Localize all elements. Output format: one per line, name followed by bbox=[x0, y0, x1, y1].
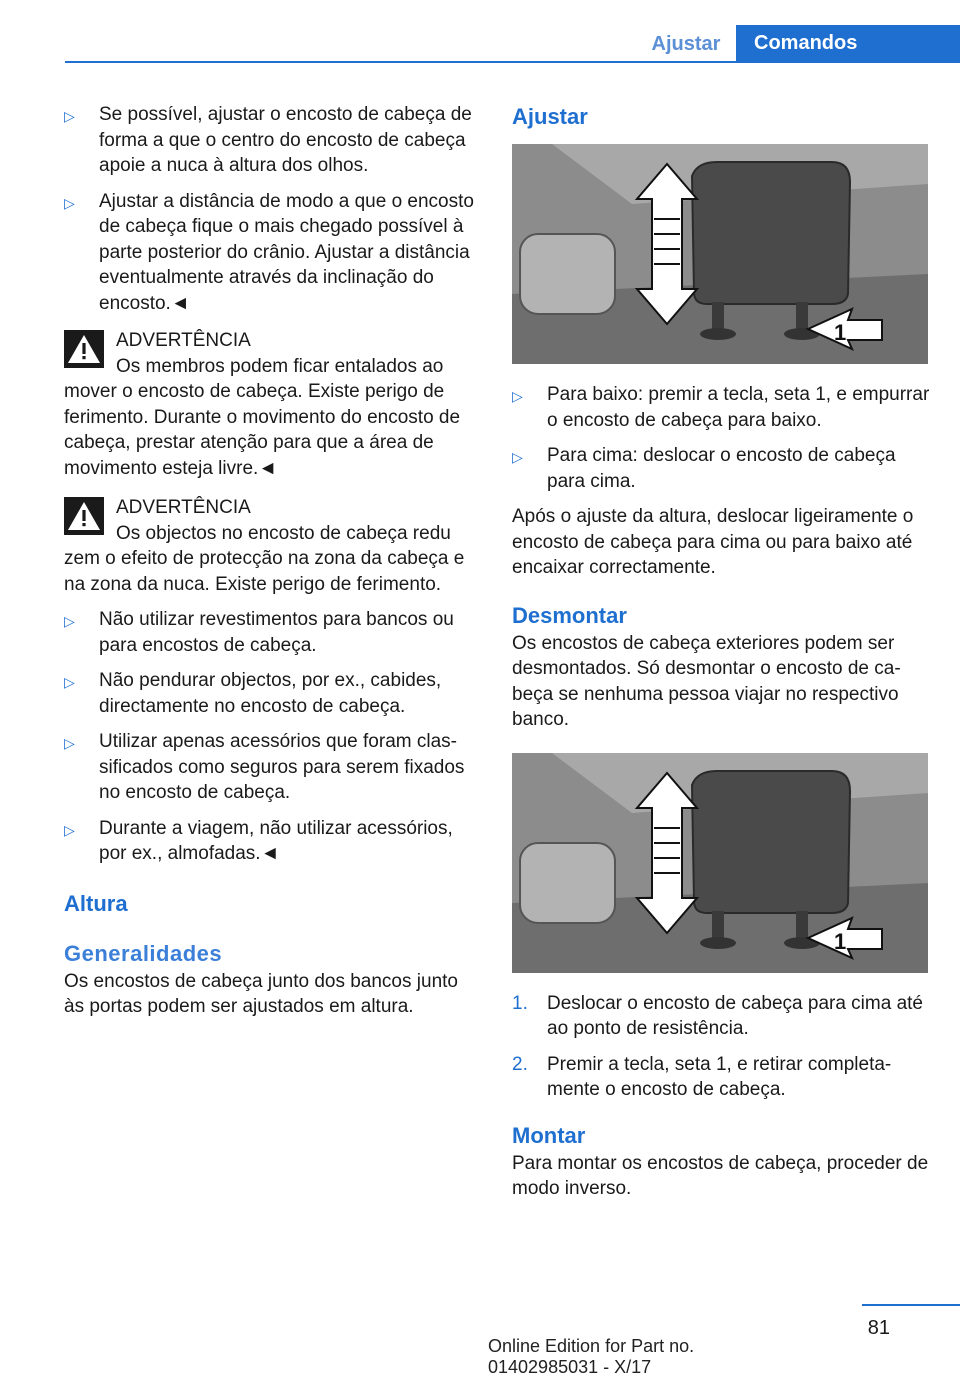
list-item bbox=[512, 382, 932, 433]
arrow-label: 1 bbox=[834, 320, 847, 345]
list-item-text: Durante a viagem, não utilizar acessórios, por ex., almofadas.◄ bbox=[99, 817, 453, 864]
list-item-text: Se possível, ajustar o encosto de cabeça de forma a que o centro do encosto de cabeça apoie a nuca à altura dos olhos. bbox=[99, 104, 472, 176]
generalidades-text: Os encostos de cabeça junto dos bancos junto às portas podem ser ajustados em altura. bbox=[64, 970, 458, 1017]
list-item bbox=[64, 729, 482, 806]
footer-edition: Online Edition for Part no. 01402985031 - X/17 bbox=[488, 1336, 695, 1377]
header-rule bbox=[65, 61, 960, 63]
triangle-bullet-icon: ▷ bbox=[512, 388, 523, 404]
headrest-removal-illustration-drawing bbox=[512, 753, 928, 973]
warning-title: ADVERTÊNCIA bbox=[116, 497, 251, 518]
page-number: 81 bbox=[867, 1317, 890, 1339]
list-item bbox=[512, 991, 932, 1042]
triangle-bullet-icon: ▷ bbox=[64, 674, 75, 690]
list-item bbox=[64, 102, 482, 179]
list-item-text: Não pendurar objectos, por ex., cabides, directamente no encosto de cabeça. bbox=[99, 670, 442, 717]
list-item bbox=[512, 443, 932, 494]
adjust-note: Após o ajuste da altura, deslocar ligeiramente o encosto de cabeça para cima ou para baixo até encaixar correctamente. bbox=[512, 506, 914, 578]
list-item-text: Premir a tecla, seta 1, e retirar completamente o encosto de cabeça. bbox=[547, 1053, 892, 1100]
montar-text: Para montar os encostos de cabeça, proceder de modo inverso. bbox=[512, 1152, 929, 1199]
warning-icon bbox=[64, 330, 104, 368]
header-section-tab: Ajustar bbox=[651, 32, 721, 55]
heading-altura: Altura bbox=[64, 890, 128, 916]
headrest-illustration-drawing bbox=[512, 144, 928, 364]
warning-text: zem o efeito de protecção na zona da cabeça e na zona da nuca. Existe perigo de ferimento. bbox=[64, 548, 465, 595]
triangle-bullet-icon: ▷ bbox=[64, 735, 75, 751]
list-item bbox=[64, 189, 482, 317]
heading-montar: Montar bbox=[512, 1122, 586, 1148]
step-number: 1. bbox=[512, 992, 528, 1014]
heading-generalidades: Generalidades bbox=[64, 940, 223, 966]
heading-ajustar: Ajustar bbox=[512, 104, 588, 129]
list-item-text: Para cima: deslocar o encosto de cabeça para cima. bbox=[547, 445, 896, 492]
heading-desmontar: Desmontar bbox=[512, 602, 627, 628]
triangle-bullet-icon: ▷ bbox=[64, 194, 75, 211]
footer-rule bbox=[862, 1304, 960, 1306]
list-item bbox=[64, 607, 482, 658]
headrest-removal-illustration bbox=[512, 753, 928, 973]
warning-title: ADVERTÊNCIA bbox=[116, 330, 251, 351]
warning-text-first-line: Os membros podem ficar entalados ao bbox=[116, 355, 444, 377]
list-item bbox=[512, 1052, 932, 1103]
list-item bbox=[64, 816, 482, 867]
right-column bbox=[512, 102, 932, 1212]
arrow-label: 1 bbox=[834, 928, 847, 954]
list-item-text: Para baixo: premir a tecla, seta 1, e empurrar o encosto de cabeça para baixo. bbox=[547, 384, 930, 431]
desmontar-text: Os encostos de cabeça exteriores podem ser desmontados. Só desmontar o encosto de cabeça se nenhuma pessoa viajar no respectivo banco. bbox=[512, 632, 901, 730]
warning-text: mover o encosto de cabeça. Existe perigo de ferimento. Durante o movimento do encosto de cabeça, prestar atenção para que a área de movimento esteja livre.◄ bbox=[64, 381, 461, 479]
triangle-bullet-icon: ▷ bbox=[64, 821, 75, 838]
triangle-bullet-icon: ▷ bbox=[64, 108, 75, 124]
headrest-illustration bbox=[512, 144, 928, 364]
triangle-bullet-icon: ▷ bbox=[512, 449, 523, 465]
warning-block bbox=[64, 495, 482, 597]
list-item-text: Não utilizar revestimentos para bancos ou para encostos de cabeça. bbox=[99, 609, 454, 656]
list-item-text: Deslocar o encosto de cabeça para cima até ao ponto de resistência. bbox=[547, 992, 923, 1039]
list-item-text: Ajustar a distância de modo a que o encosto de cabeça fique o mais chegado possível à parte posterior do crânio. Ajustar a distância eventualmente através da inclinação do encosto.◄ bbox=[99, 190, 474, 314]
warning-block bbox=[64, 328, 482, 481]
list-item-text: Utilizar apenas acessórios que foram classificados como seguros para serem fixados no encosto de cabeça. bbox=[99, 731, 465, 803]
triangle-bullet-icon: ▷ bbox=[64, 613, 75, 629]
left-column bbox=[64, 102, 482, 1030]
warning-icon bbox=[64, 497, 104, 535]
step-number: 2. bbox=[512, 1053, 528, 1075]
header-chapter-tab: Comandos bbox=[736, 25, 960, 62]
list-item bbox=[64, 668, 482, 719]
warning-text-first-line: Os objectos no encosto de cabeça redu bbox=[116, 522, 451, 544]
